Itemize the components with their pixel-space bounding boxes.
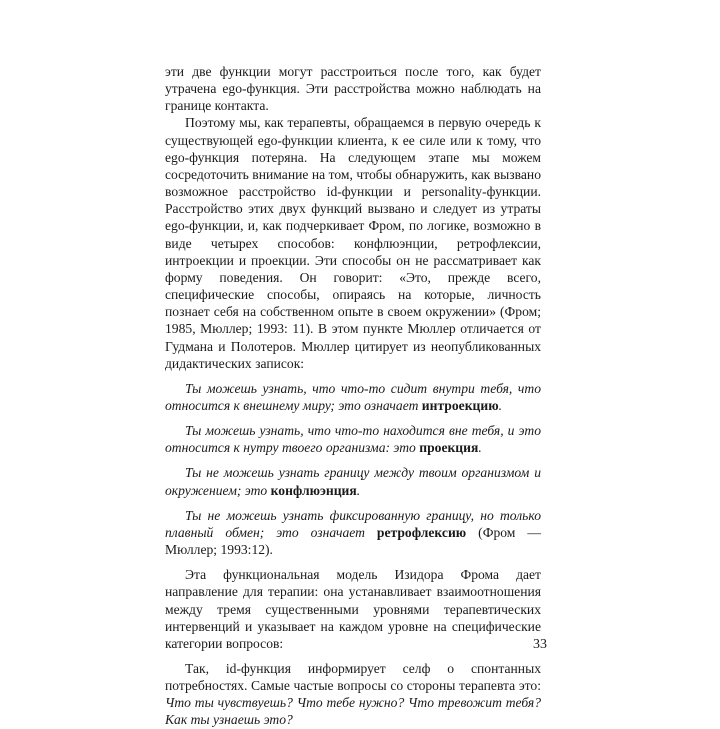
body-text bbox=[165, 63, 541, 729]
paragraph-continuation: эти две функции могут расстроиться после того, как будет утрачена ego-функция. Эти расстройства можно наблюдать на границе контакта. bbox=[165, 64, 541, 114]
quote-introjection: Ты можешь узнать, что что-то сидит внутри тебя, что относится к внешнему миру; это означает интроекцию. bbox=[165, 380, 541, 413]
page-number: 33 bbox=[533, 637, 547, 652]
paragraph-id-function: Так, id-функция информирует селф о спонтанных потребностях. Самые частые вопросы со стороны терапевта это: Что ты чувствуешь? Что тебе нужно? Что тревожит тебя? Как ты узнаешь это? bbox=[165, 661, 541, 728]
paragraph-model: Эта функциональная модель Изидора Фрома дает направление для терапии: она устанавливает взаимоотношения между тремя существенными уровнями терапевтических интервенций и указывает на каждом уровне на специфические категории вопросов: bbox=[165, 567, 541, 651]
quote-retroflection: Ты не можешь узнать фиксированную границу, но только плавный обмен; это означает ретрофлексию (Фром — Мюллер; 1993:12). bbox=[165, 507, 541, 558]
paragraph-main: Поэтому мы, как терапевты, обращаемся в первую очередь к существующей ego-функции клиента, к ее силе или к тому, что ego-функция потеряна. На следующем этапе мы можем сосредоточить внимание на том, чтобы обнаружить, как вызвано возможное расстройство id-функции и personality-функции. Расстройство этих двух функций вызвано и следует из утраты ego-функции, и, как подчеркивает Фром, по логике, возможно в виде четырех способов: конфлюэнции, ретрофлексии, интроекции и проекции. Эти способы он не рассматривает как форму поведения. Он говорит: «Это, прежде всего, специфические способы, опираясь на которые, личность познает себя на собственном опыте в своем окружении» (Фром; 1985, Мюллер; 1993: 11). В этом пункте Мюллер отличается от Гудмана и Полотеров. Мюллер цитирует из неопубликованных дидактических записок: bbox=[165, 115, 541, 371]
quote-projection: Ты можешь узнать, что что-то находится вне тебя, и это относится к нутру твоего организма: это проекция. bbox=[165, 423, 541, 456]
quote-confluence: Ты не можешь узнать границу между твоим организмом и окружением; это конфлюэнция. bbox=[165, 465, 541, 498]
